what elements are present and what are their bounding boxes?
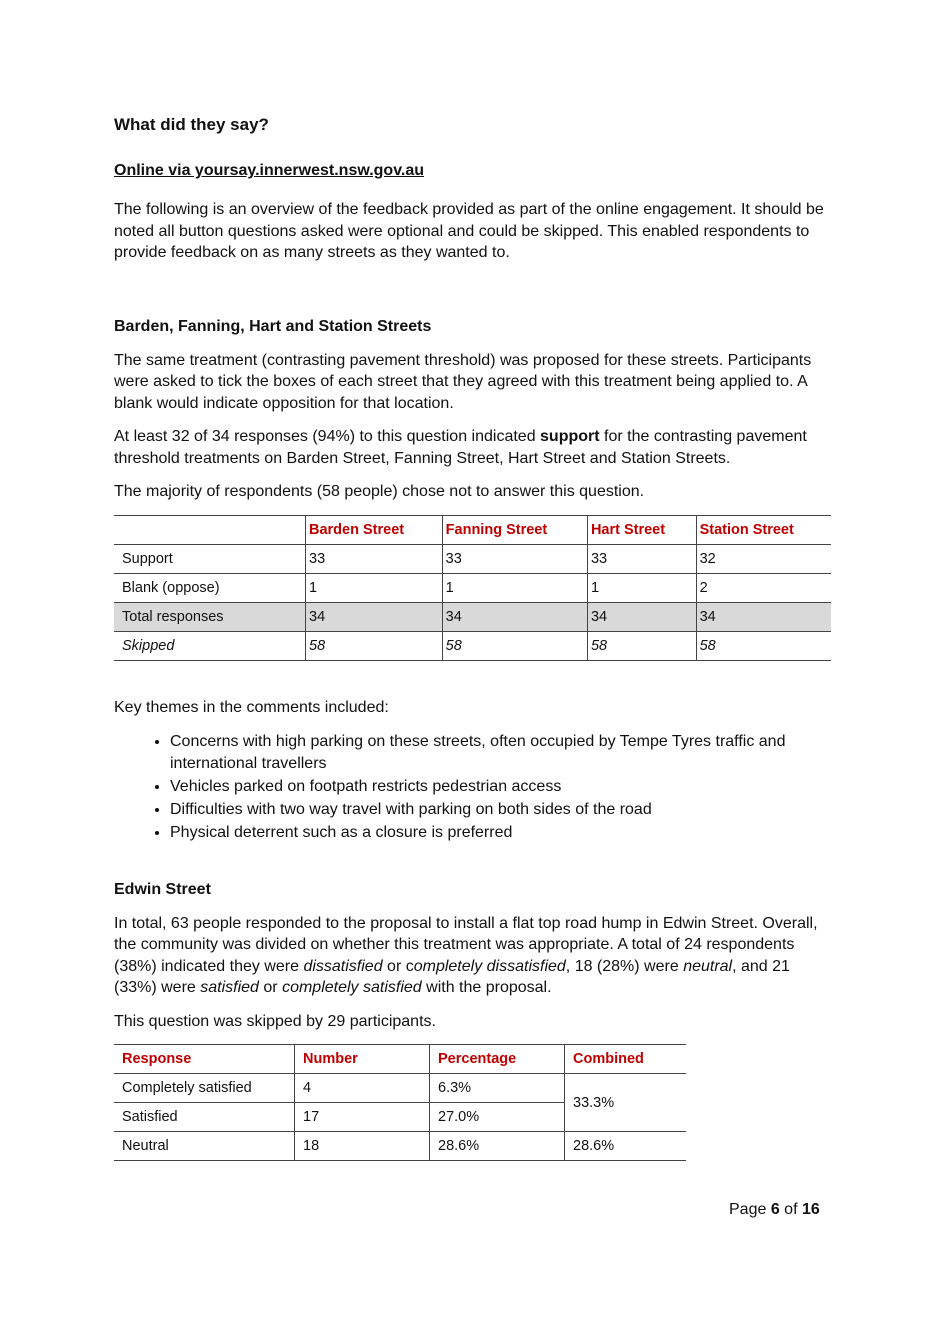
table-cell: 34 — [587, 602, 696, 631]
table-cell: 1 — [587, 573, 696, 602]
table-cell: 2 — [696, 573, 831, 602]
list-item: • Vehicles parked on footpath restricts pedestrian access — [170, 776, 830, 798]
page-number: Page 6 of 16 — [729, 1201, 820, 1218]
table-header-cell: Fanning Street — [442, 515, 587, 544]
section2-paragraph-2: This question was skipped by 29 participants. — [114, 1012, 436, 1030]
row-label: Skipped — [114, 631, 306, 660]
section2-paragraph-1: In total, 63 people responded to the proposal to install a flat top road hump in Edwin Street. Overall, the community was divided on whether this treatment was appropriate. A total of 24 respondents (38%) indicated they were dissatisfied or completely dissatisfied, 18 (28%) were neutral, and 21 (33%) were satisfied or completely satisfied with the proposal. — [114, 914, 818, 996]
table-header-cell: Hart Street — [587, 515, 696, 544]
section1-paragraph-3: The majority of respondents (58 people) chose not to answer this question. — [114, 483, 645, 500]
table-header-row — [114, 1045, 686, 1074]
table-cell: 58 — [306, 631, 443, 660]
combined-satisfied-cell: 33.3% — [565, 1074, 687, 1132]
row-label: Completely satisfied — [114, 1074, 295, 1103]
table-header-cell: Barden Street — [306, 515, 443, 544]
table-cell: 33 — [442, 544, 587, 573]
table-cell: 32 — [696, 544, 831, 573]
table-header-cell: Combined — [565, 1045, 687, 1074]
section1-paragraph-1: The same treatment (contrasting pavement threshold) was proposed for these streets. Participants were asked to tick the boxes of each street that they agreed with this treatment being applied to. A blank would indicate opposition for that location. — [114, 351, 812, 412]
table-cell: 1 — [442, 573, 587, 602]
row-label: Support — [114, 544, 306, 573]
page-heading: What did they say? — [114, 115, 269, 134]
table-cell: 58 — [696, 631, 831, 660]
table-row — [114, 544, 831, 573]
section1-paragraph-2: At least 32 of 34 responses (94%) to this question indicated support for the contrasting pavement threshold treatments on Barden Street, Fanning Street, Hart Street and Station Streets. — [114, 428, 807, 467]
table-row — [114, 1132, 686, 1161]
table-header-cell: Percentage — [430, 1045, 565, 1074]
table-cell: 6.3% — [430, 1074, 565, 1103]
table-cell: 1 — [306, 573, 443, 602]
table-cell: 34 — [306, 602, 443, 631]
table-cell: 18 — [295, 1132, 430, 1161]
list-item: • Concerns with high parking on these streets, often occupied by Tempe Tyres traffic and international travellers — [170, 731, 830, 774]
online-link[interactable]: Online via yoursay.innerwest.nsw.gov.au — [114, 162, 425, 179]
table-cell: 28.6% — [430, 1132, 565, 1161]
table-cell: 58 — [442, 631, 587, 660]
table-row — [114, 573, 831, 602]
table-header-row — [114, 515, 831, 544]
list-item: • Physical deterrent such as a closure is preferred — [170, 822, 830, 844]
document-page — [114, 112, 830, 1161]
streets-support-table — [114, 515, 831, 661]
themes-list — [114, 731, 830, 843]
row-label: Total responses — [114, 602, 306, 631]
table-row-skipped — [114, 631, 831, 660]
table-cell: 27.0% — [430, 1103, 565, 1132]
section-title-barden: Barden, Fanning, Hart and Station Streets — [114, 317, 432, 335]
row-label: Blank (oppose) — [114, 573, 306, 602]
table-cell: 34 — [696, 602, 831, 631]
table-cell: 58 — [587, 631, 696, 660]
table-cell: 4 — [295, 1074, 430, 1103]
edwin-response-table — [114, 1044, 686, 1161]
table-cell: 34 — [442, 602, 587, 631]
table-row-total — [114, 602, 831, 631]
combined-neutral-cell: 28.6% — [565, 1132, 687, 1161]
table-cell: 17 — [295, 1103, 430, 1132]
table-header-cell: Station Street — [696, 515, 831, 544]
table-header-cell: Number — [295, 1045, 430, 1074]
table-row — [114, 1074, 686, 1103]
themes-intro: Key themes in the comments included: — [114, 698, 389, 716]
table-header-cell — [114, 515, 306, 544]
row-label: Satisfied — [114, 1103, 295, 1132]
table-cell: 33 — [587, 544, 696, 573]
row-label: Neutral — [114, 1132, 295, 1161]
table-header-cell: Response — [114, 1045, 295, 1074]
list-item: • Difficulties with two way travel with parking on both sides of the road — [170, 799, 830, 821]
table-cell: 33 — [306, 544, 443, 573]
intro-paragraph: The following is an overview of the feedback provided as part of the online engagement. It should be noted all button questions asked were optional and could be skipped. This enabled respondents to provide feedback on as many streets as they wanted to. — [114, 201, 824, 261]
section-title-edwin: Edwin Street — [114, 880, 211, 898]
